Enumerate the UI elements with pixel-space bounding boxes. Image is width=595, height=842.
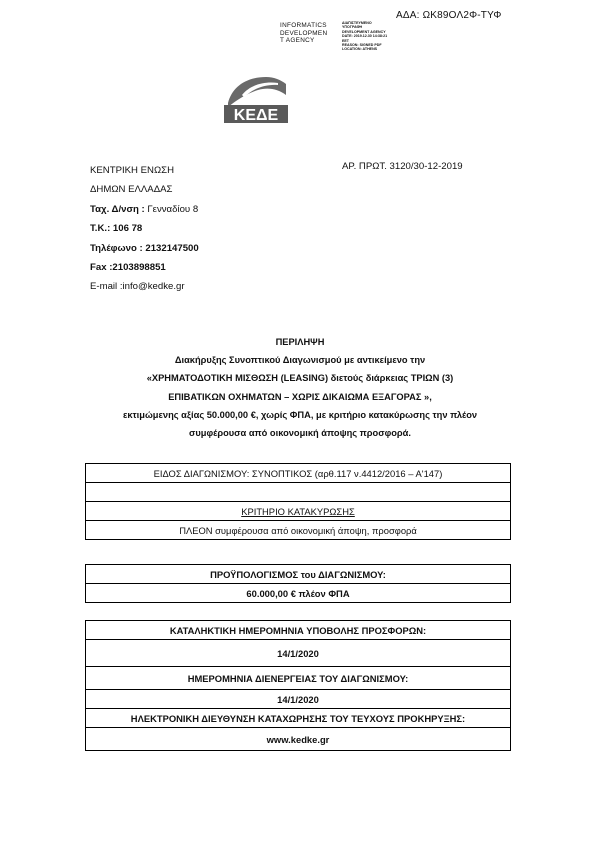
signature-line: EET: [342, 38, 349, 43]
tender-date-value: 14/1/2020: [86, 690, 511, 709]
notice-url-label: ΗΛΕΚΤΡΟΝΙΚΗ ΔΙΕΥΘΥΝΣΗ ΚΑΤΑΧΩΡΗΣΗΣ ΤΟΥ ΤΕΥΧΟΥΣ ΠΡΟΚΗΡΥΞΗΣ:: [86, 709, 511, 728]
signature-line: ΥΠΟΓΡΑΦΗ: [342, 25, 363, 30]
budget-table: [85, 564, 511, 603]
sender-org-line2: ΔΗΜΩΝ ΕΛΛΑΔΑΣ: [90, 184, 173, 196]
summary-line: Διακήρυξης Συνοπτικού Διαγωνισμού με αντικείμενο την: [174, 355, 426, 366]
logo-text: ΚΕΔΕ: [233, 107, 279, 123]
address-value: Γενναδίου 8: [144, 203, 199, 215]
tender-type-table: [85, 463, 511, 540]
signature-line: DATE: 2019.12.30 14:38:21: [342, 34, 388, 39]
deadline-value: 14/1/2020: [86, 640, 511, 667]
ida-line: DEVELOPMEN: [280, 29, 328, 37]
signature-line: DEVELOPMENT AGENCY: [342, 29, 386, 34]
summary-line: «ΧΡΗΜΑΤΟΔΟΤΙΚΗ ΜΙΣΘΩΣΗ (LEASING) διετούς διάρκειας ΤΡΙΩΝ (3): [146, 373, 454, 384]
award-criterion-value: ΠΛΕΟΝ συμφέρουσα από οικονομική άποψη, προσφορά: [86, 521, 511, 540]
protocol-number: ΑΡ. ΠΡΩΤ. 3120/30-12-2019: [342, 161, 463, 172]
award-criterion-label: ΚΡΙΤΗΡΙΟ ΚΑΤΑΚΥΡΩΣΗΣ: [86, 502, 511, 521]
signature-line: REASON: SIGNED PDF: [342, 43, 382, 48]
sender-tk: Τ.Κ.: 106 78: [90, 223, 143, 235]
sender-block: [90, 161, 199, 297]
sender-fax: Fax :2103898851: [90, 262, 166, 274]
sender-address: [90, 200, 199, 219]
kedke-logo: [224, 71, 288, 123]
summary-section: [60, 333, 540, 442]
budget-label: ΠΡΟΫΠΟΛΟΓΙΣΜΟΣ του ΔΙΑΓΩΝΙΣΜΟΥ:: [86, 565, 511, 584]
signature-line: ΔΙΑΠΙΣΤΕΥΜΕΝΟ: [342, 21, 372, 25]
digital-signature-stamp: [342, 21, 387, 52]
dates-table: [85, 620, 511, 751]
empty-cell: [86, 483, 511, 502]
ida-line: T AGENCY: [280, 37, 315, 45]
tender-type-label: ΕΙΔΟΣ ΔΙΑΓΩΝΙΣΜΟΥ: ΣΥΝΟΠΤΙΚΟΣ (αρθ.117 ν.4412/2016 – Α'147): [86, 464, 511, 483]
summary-line: εκτιμώμενης αξίας 50.000,00 €, χωρίς ΦΠΑ, με κριτήριο κατακύρωσης την πλέον: [122, 409, 478, 420]
ida-stamp: [280, 22, 327, 45]
ada-code: ΑΔΑ: ΩΚ89ΟΛ2Φ-ΤΥΦ: [396, 10, 502, 21]
summary-title: ΠΕΡΙΛΗΨΗ: [275, 337, 325, 347]
budget-value: 60.000,00 € πλέον ΦΠΑ: [86, 584, 511, 603]
notice-url-value[interactable]: www.kedke.gr: [86, 728, 511, 751]
ida-line: INFORMATICS: [280, 22, 327, 29]
summary-line: συμφέρουσα από οικονομική άποψης προσφορά.: [189, 428, 411, 439]
address-label: Ταχ. Δ/νση :: [90, 203, 145, 215]
sender-email: E-mail :info@kedke.gr: [90, 281, 185, 293]
sender-phone: Τηλέφωνο : 2132147500: [90, 242, 199, 254]
summary-line: ΕΠΙΒΑΤΙΚΩΝ ΟΧΗΜΑΤΩΝ – ΧΩΡΙΣ ΔΙΚΑΙΩΜΑ ΕΞΑΓΟΡΑΣ »,: [168, 391, 432, 402]
deadline-label: ΚΑΤΑΛΗΚΤΙΚΗ ΗΜΕΡΟΜΗΝΙΑ ΥΠΟΒΟΛΗΣ ΠΡΟΣΦΟΡΩΝ:: [86, 621, 511, 640]
tender-date-label: ΗΜΕΡΟΜΗΝΙΑ ΔΙΕΝΕΡΓΕΙΑΣ ΤΟΥ ΔΙΑΓΩΝΙΣΜΟΥ:: [86, 667, 511, 690]
sender-org-line1: ΚΕΝΤΡΙΚΗ ΕΝΩΣΗ: [90, 165, 175, 176]
signature-line: LOCATION: ATHENS: [342, 47, 378, 52]
